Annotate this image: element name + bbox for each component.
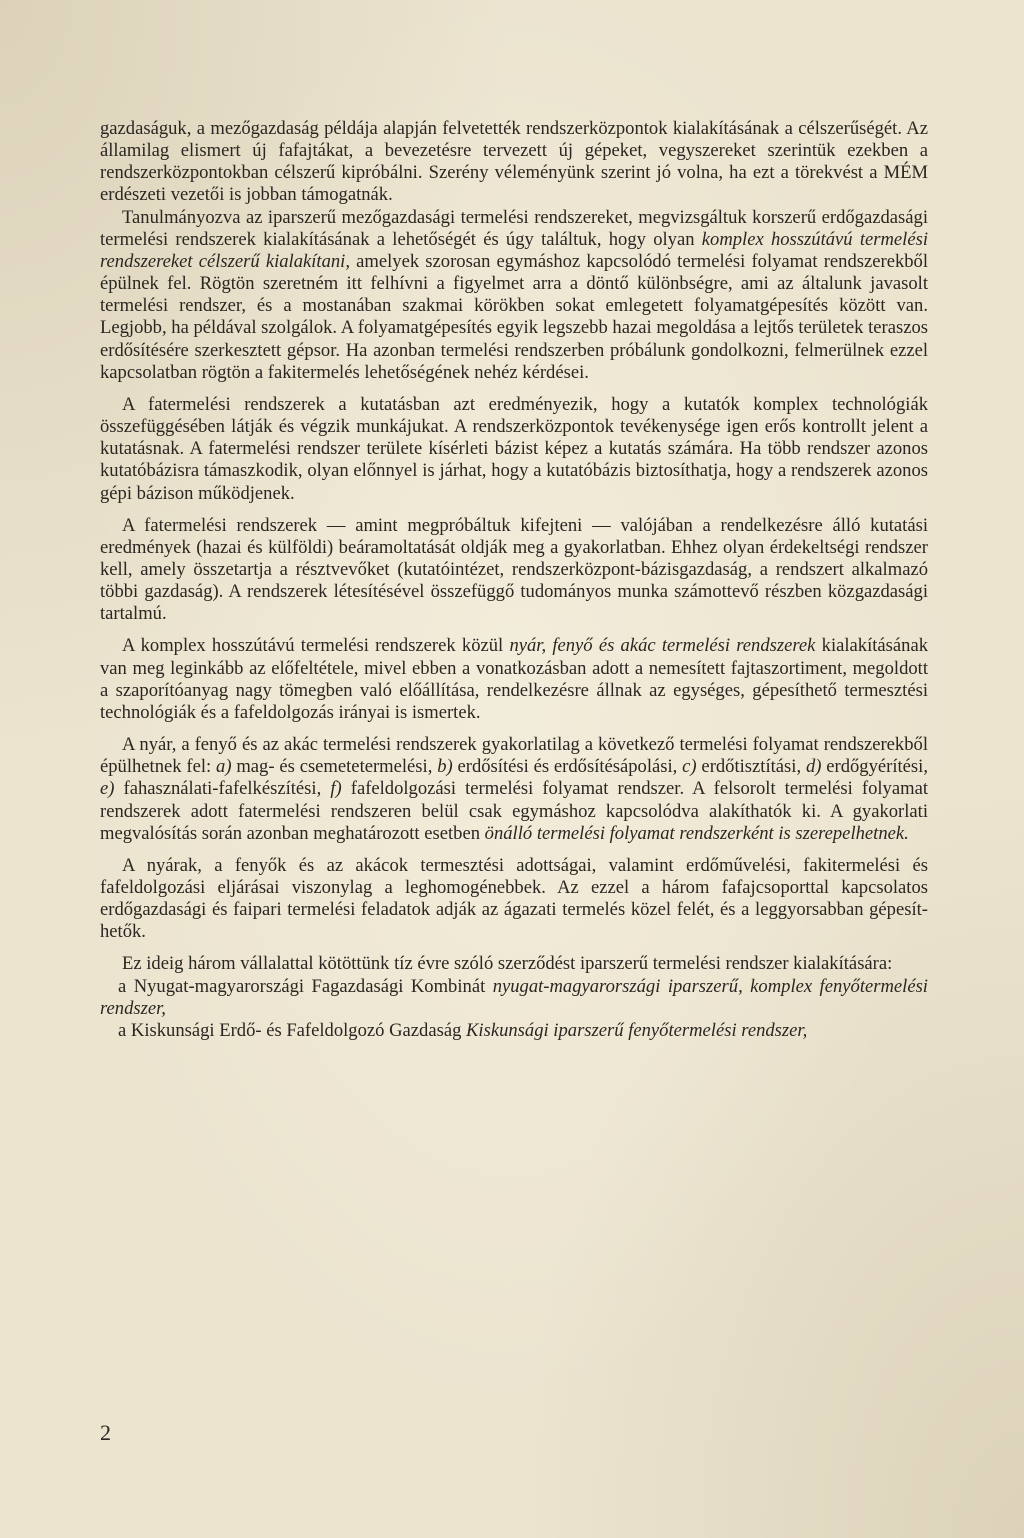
- list-item-emphasis: Kiskunsági iparszerű fenyőtermelési rendszer,: [466, 1019, 808, 1041]
- list-marker-f: f): [330, 778, 342, 800]
- paragraph-text: Ez ideig három vállalattal kötöttünk tíz évre szóló szerződést iparszerű termelési rendszer kialakítására:: [122, 953, 893, 975]
- paragraph-text: fahasználati-fafelkészítési,: [114, 778, 331, 800]
- paragraph-text: A fatermelési rendszerek a kutatásban azt eredményezik, hogy a kutatók komplex technológiák összefüggésében látják és végzik munkájukat. A rendszerközpontok tevékenysége igen erős kontrollt jelent a kutatásnak. A fatermelési rendszer területe kísérleti bázist képez a kutatás számára. Ha több rendszer azonos kutatóbázisra támaszkodik, olyan előnnyel is járhat, hogy a kutatóbázis biztosíthatja, hogy a rendszerek azonos gépi bázison működjenek.: [100, 393, 928, 504]
- paragraph-emphasis: önálló termelési folyamat rendszerként is szerepelhetnek.: [484, 822, 909, 844]
- paragraph-text: erdősítési és erdősítésápolási,: [452, 756, 683, 778]
- paragraph-text: A komplex hosszútávú termelési rendszerek közül: [122, 635, 510, 657]
- paragraph-text: A nyárak, a fenyők és az akácok termesztési adottságai, valamint erdőművelési, fakitermelési és fafeldolgozási eljárásai viszonylag a leghomogénebbek. Az ezzel a három fafajcsoporttal kapcsolatos erdőgazdasági és faipari termelési feladatok adják az ágazati termelés közel felét, és a leggyorsabban gépesíthetők.: [100, 854, 928, 943]
- list-marker-a: a): [216, 756, 232, 778]
- list-item-1: [100, 976, 928, 1020]
- paragraph-text: amelyek szorosan egymáshoz kapcsolódó termelési folyamat rendszerekből épülnek fel. Rögtön szeretném itt felhívni a figyelmet arra a döntő különbségre, ami az általunk javasolt termelési rendszer, és a mostanában szakmai körökben sokat emlegetett folyamatgépesítés között van. Legjobb, ha példával szolgálok. A folyamatgépesítés egyik legszebb hazai megoldása a lejtős területek teraszos erdősítésére szerkesztett gépsor. Ha azonban termelési rendszerben próbálunk gondolkozni, felmerülnek ezzel kapcsolatban rögtön a fakitermelés lehetőségének nehéz kérdései.: [100, 250, 929, 383]
- paragraph-text: erdőtisztítási,: [696, 756, 806, 778]
- paragraph-text: A nyár, a fenyő és az akác termelési rendszerek gyakorlatilag a következő termelési folyamat rendszerekből épülhetnek fel:: [100, 734, 928, 778]
- paragraph-emphasis: komplex hosszútávú termelési rendszereket célszerű kialakítani,: [100, 228, 928, 272]
- paragraph-5: [100, 635, 928, 724]
- list-item-text: a Kiskunsági Erdő- és Fafeldolgozó Gazdaság: [118, 1019, 467, 1041]
- paragraph-emphasis: nyár, fenyő és akác termelési rendszerek: [509, 635, 816, 657]
- paragraph-1: [100, 118, 928, 207]
- list-item-emphasis: nyugat-magyarországi iparszerű, komplex fenyőtermelési rendszer,: [100, 975, 928, 1019]
- paragraph-text: A fatermelési rendszerek — amint megpróbáltuk kifejteni — valójában a rendelkezésre álló kutatási eredmények (hazai és külföldi) beáramoltatását oldják meg a gyakorlatban. Ehhez olyan érdekeltségi rendszer kell, amely összetartja a résztvevőket (kutatóintézet, rendszerközpont-bázisgazdaság, a rendszert alkalmazó többi gazdaság). A rendszerek létesítésével összefüggő tudományos munka számottevő részben közgazdasági tartalmú.: [100, 514, 928, 625]
- paragraph-2: [100, 207, 928, 384]
- list-item-2: [100, 1020, 928, 1042]
- list-marker-e: e): [100, 778, 115, 800]
- page-number: 2: [100, 1420, 111, 1445]
- paragraph-8: [100, 953, 928, 975]
- paragraph-7: [100, 855, 928, 944]
- list-marker-b: b): [437, 756, 453, 778]
- paragraph-4: [100, 515, 928, 626]
- paragraph-text: mag- és csemetetermelési,: [231, 756, 438, 778]
- list-marker-d: d): [805, 756, 822, 778]
- paragraph-6: [100, 734, 928, 845]
- paragraph-text: kialakításának van meg leginkább az előfeltétele, mivel ebben a vonatkozásban adott a nemesített fajtaszortiment, megoldott a szaporítóanyag nagy tömegben való előállítása, rendelkezésre állnak az egységes, gépesíthető termesztési technológiák és a fafeldolgozás irányai is ismertek.: [100, 635, 928, 723]
- paragraph-text: fafeldolgozási termelési folyamat rendszer. A felsorolt termelési folyamat rendszerek adott fatermelési rendszeren belül csak egymáshoz kapcsolódva alakíthatók ki. A gyakorlati megvalósítás során azonban meghatározott esetben: [100, 778, 928, 844]
- paragraph-text: erdőgyérítési,: [821, 756, 928, 778]
- page-body: [100, 118, 928, 1042]
- paragraph-text: gazdaságuk, a mezőgazdaság példája alapján felvetették rendszerközpontok kialakításának a célszerűségét. Az államilag elismert új fafajtákat, a bevezetésre tervezett új gépeket, vegyszereket szerintük ezekben a rendszerközpontokban célszerű kipróbálni. Szerény véleményünk szerint jó volna, ha ezt a törekvést a MÉM erdészeti vezetői is jobban támogatnák.: [100, 118, 928, 206]
- list-item-text: a Nyugat-magyarországi Fagazdasági Kombinát: [118, 975, 493, 997]
- list-marker-c: c): [682, 756, 697, 778]
- paragraph-text: Tanulmányozva az iparszerű mezőgazdasági termelési rendszereket, megvizsgáltuk korszerű erdőgazdasági termelési rendszerek kialakításának a lehetőségét és úgy találtuk, hogy olyan: [100, 206, 928, 250]
- paragraph-3: [100, 394, 928, 505]
